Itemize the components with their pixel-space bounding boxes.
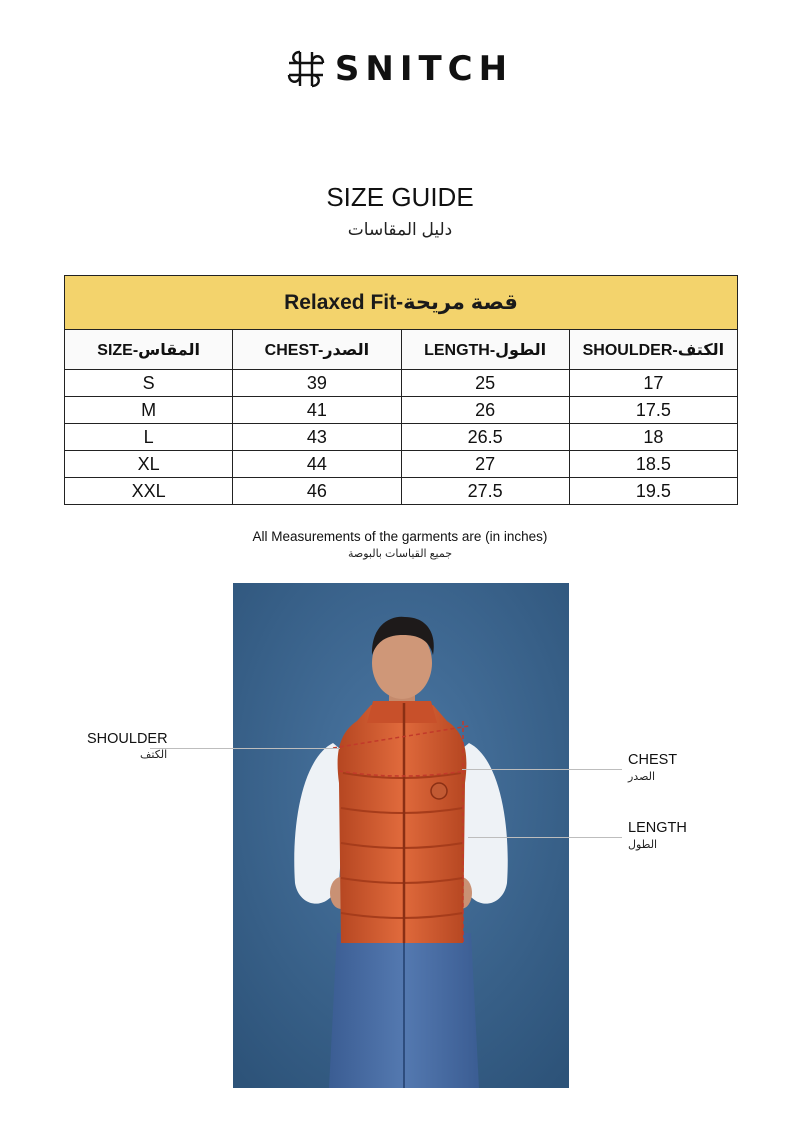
fit-label: Relaxed Fit-قصة مريحة bbox=[65, 276, 738, 330]
cell-shoulder: 19.5 bbox=[569, 478, 737, 505]
cell-shoulder: 17.5 bbox=[569, 397, 737, 424]
cell-size: L bbox=[65, 424, 233, 451]
header-chest: CHEST-الصدر bbox=[233, 330, 401, 370]
chest-label-arabic: الصدر bbox=[628, 771, 656, 783]
cell-length: 25 bbox=[401, 370, 569, 397]
chest-leader-line bbox=[462, 769, 622, 770]
cell-shoulder: 18.5 bbox=[569, 451, 737, 478]
cell-size: S bbox=[65, 370, 233, 397]
measurement-note: All Measurements of the garments are (in inches) bbox=[252, 529, 548, 544]
model-vest bbox=[338, 705, 467, 943]
header-length: LENGTH-الطول bbox=[401, 330, 569, 370]
cell-size: XXL bbox=[65, 478, 233, 505]
header-shoulder: SHOULDER-الكتف bbox=[569, 330, 737, 370]
length-leader-line bbox=[468, 837, 622, 838]
header-size: SIZE-المقاس bbox=[65, 330, 233, 370]
table-row bbox=[65, 451, 738, 478]
cell-chest: 41 bbox=[233, 397, 401, 424]
table-row bbox=[65, 397, 738, 424]
cell-length: 26 bbox=[401, 397, 569, 424]
shoulder-label: SHOULDER bbox=[87, 731, 168, 747]
cell-shoulder: 17 bbox=[569, 370, 737, 397]
cell-shoulder: 18 bbox=[569, 424, 737, 451]
measurement-note-arabic: جميع القياسات بالبوصة bbox=[347, 548, 453, 560]
cell-chest: 44 bbox=[233, 451, 401, 478]
size-table bbox=[64, 275, 738, 505]
cell-size: M bbox=[65, 397, 233, 424]
snitch-logo-icon bbox=[287, 50, 325, 88]
shoulder-label-arabic: الكتف bbox=[140, 749, 168, 761]
length-label-arabic: الطول bbox=[628, 839, 658, 851]
table-row bbox=[65, 478, 738, 505]
model-photo bbox=[233, 583, 569, 1088]
cell-size: XL bbox=[65, 451, 233, 478]
brand-name: SNITCH bbox=[334, 49, 514, 89]
cell-length: 27.5 bbox=[401, 478, 569, 505]
cell-length: 26.5 bbox=[401, 424, 569, 451]
page-title-arabic: دليل المقاسات bbox=[347, 220, 453, 239]
page-title: SIZE GUIDE bbox=[326, 182, 474, 212]
length-label: LENGTH bbox=[628, 820, 687, 836]
cell-chest: 43 bbox=[233, 424, 401, 451]
cell-chest: 46 bbox=[233, 478, 401, 505]
brand-logo bbox=[0, 50, 800, 88]
chest-label: CHEST bbox=[628, 752, 678, 768]
cell-length: 27 bbox=[401, 451, 569, 478]
table-row bbox=[65, 424, 738, 451]
table-row bbox=[65, 370, 738, 397]
shoulder-leader-line bbox=[150, 748, 340, 749]
cell-chest: 39 bbox=[233, 370, 401, 397]
